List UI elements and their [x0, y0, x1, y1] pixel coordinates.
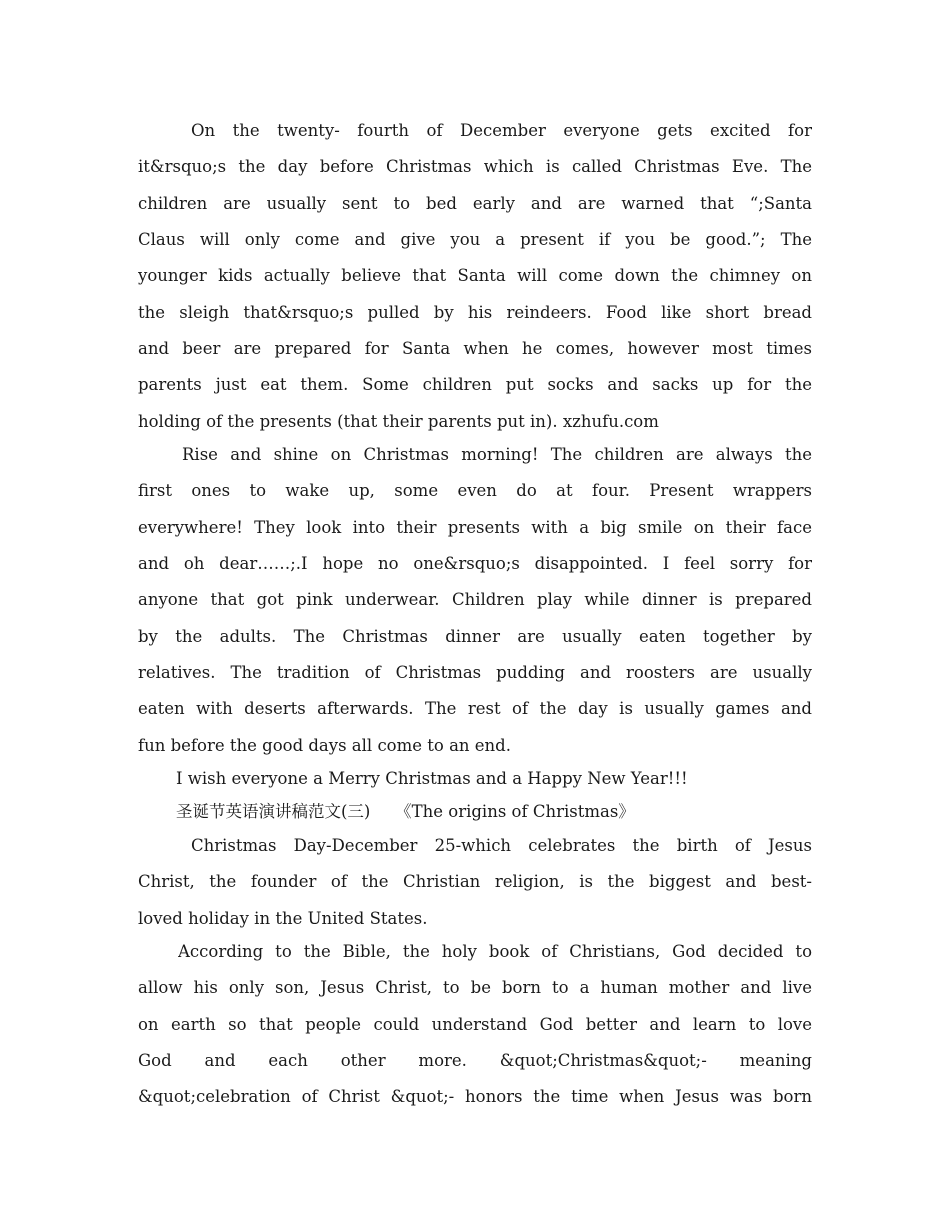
text-line: relatives. The tradition of Christmas pudding and roosters are usually [138, 663, 812, 682]
text-line: loved holiday in the United States. [138, 909, 428, 928]
text-line: it&rsquo;s the day before Christmas which is called Christmas Eve. The [138, 157, 812, 176]
text-line: first ones to wake up, some even do at four. Present wrappers [138, 481, 812, 500]
text-line: the sleigh that&rsquo;s pulled by his reindeers. Food like short bread [138, 303, 812, 322]
text-line: holding of the presents (that their parents put in). xzhufu.com [138, 412, 659, 431]
text-line: anyone that got pink underwear. Children play while dinner is prepared [138, 590, 812, 609]
text-line: Christ, the founder of the Christian religion, is the biggest and best- [138, 872, 812, 891]
text-line: children are usually sent to bed early and are warned that “;Santa [138, 194, 812, 213]
text-line: everywhere! They look into their presents with a big smile on their face [138, 518, 812, 537]
text-line: Christmas Day-December 25-which celebrates the birth of Jesus [191, 836, 812, 855]
text-line: I wish everyone a Merry Christmas and a Happy New Year!!! [176, 769, 688, 788]
text-line: allow his only son, Jesus Christ, to be born to a human mother and live [138, 978, 812, 997]
text-line: Claus will only come and give you a present if you be good.”; The [138, 230, 812, 249]
text-line: eaten with deserts afterwards. The rest of the day is usually games and [138, 699, 812, 718]
text-line: and beer are prepared for Santa when he comes, however most times [138, 339, 812, 358]
text-line: by the adults. The Christmas dinner are usually eaten together by [138, 627, 812, 646]
text-line: younger kids actually believe that Santa will come down the chimney on [138, 266, 812, 285]
text-line: &quot;celebration of Christ &quot;- honors the time when Jesus was born [138, 1087, 812, 1106]
text-line: God and each other more. &quot;Christmas&quot;- meaning [138, 1051, 812, 1070]
text-line: parents just eat them. Some children put socks and sacks up for the [138, 375, 812, 394]
text-line: According to the Bible, the holy book of Christians, God decided to [178, 942, 812, 961]
text-line: fun before the good days all come to an end. [138, 736, 511, 755]
text-line: Rise and shine on Christmas morning! The children are always the [182, 445, 812, 464]
section-heading: 圣诞节英语演讲稿范文(三) 《The origins of Christmas》 [176, 802, 635, 821]
text-line: on earth so that people could understand God better and learn to love [138, 1015, 812, 1034]
text-line: On the twenty- fourth of December everyone gets excited for [191, 121, 812, 140]
text-line: and oh dear……;.I hope no one&rsquo;s disappointed. I feel sorry for [138, 554, 812, 573]
